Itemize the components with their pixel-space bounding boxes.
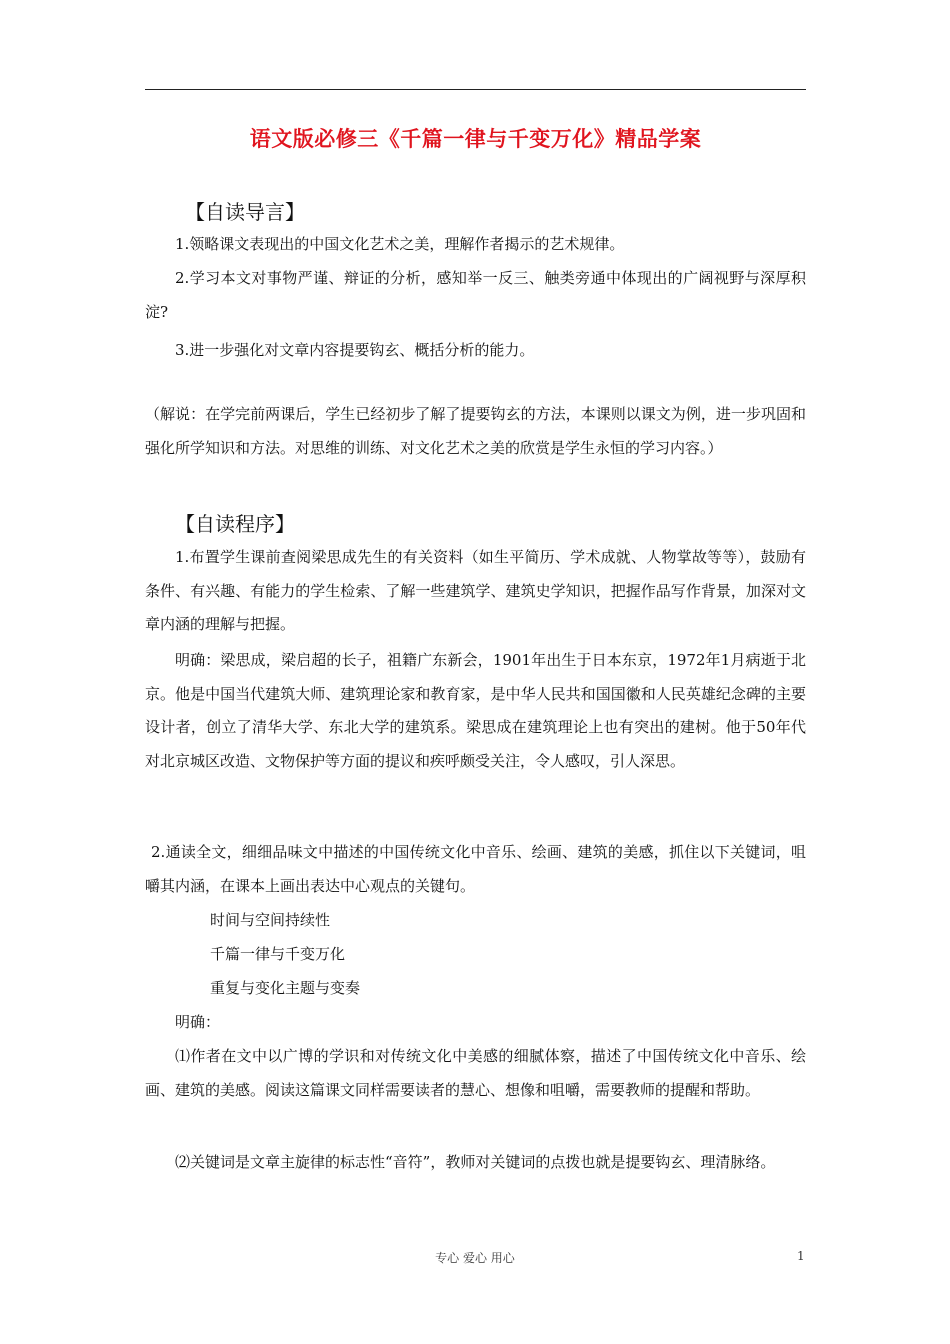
point-2: ⑵关键词是文章主旋律的标志性“音符”，教师对关键词的点拨也就是提要钩玄、理清脉络。 (175, 1153, 776, 1171)
point-1: ⑴作者在文中以广博的学识和对传统文化中美感的细腻体察，描述了中国传统文化中音乐、绘画、建筑的美感。阅读这篇课文同样需要读者的慧心、想像和咀嚼，需要教师的提醒和帮助。 (145, 1047, 806, 1099)
footer-motto: 专心 爱心 用心 (435, 1251, 515, 1265)
page-number: 1 (797, 1249, 805, 1263)
section-heading-guide: 【自读导言】 (185, 200, 305, 224)
keyword-3: 重复与变化主题与变奏 (210, 979, 361, 997)
keyword-2: 千篇一律与千变万化 (210, 945, 346, 963)
document-title: 语文版必修三《千篇一律与千变万化》精品学案 (249, 127, 702, 151)
procedure-step-1: 1.布置学生课前查阅梁思成先生的有关资料（如生平简历、学术成就、人物掌故等等），鼓励有条件、有兴趣、有能力的学生检索、了解一些建筑学、建筑史学知识，把握作品写作背景，加深对文章内涵的理解与把握。 (145, 548, 806, 633)
header-rule (145, 89, 806, 90)
procedure-step-2: 2.通读全文，细细品味文中描述的中国传统文化中音乐、绘画、建筑的美感，抓住以下关键词，咀嚼其内涵，在课本上画出表达中心观点的关键句。 (145, 843, 806, 895)
clarify-label-2: 明确： (175, 1013, 221, 1031)
section-heading-procedure: 【自读程序】 (175, 512, 295, 536)
clarify-paragraph-1: 明确：梁思成，梁启超的长子，祖籍广东新会，1901年出生于日本东京，1972年1月病逝于北京。他是中国当代建筑大师、建筑理论家和教育家，是中华人民共和国国徽和人民英雄纪念碑的主要设计者，创立了清华大学、东北大学的建筑系。梁思成在建筑理论上也有突出的建树。他于50年代对北京城区改造、文物保护等方面的提议和疾呼颇受关注，令人感叹，引人深思。 (145, 651, 806, 770)
guide-item-3: 3.进一步强化对文章内容提要钩玄、概括分析的能力。 (175, 341, 535, 359)
keyword-1: 时间与空间持续性 (210, 911, 331, 929)
guide-item-2: 2.学习本文对事物严谨、辩证的分析，感知举一反三、触类旁通中体现出的广阔视野与深厚积淀? (145, 269, 806, 321)
guide-item-1: 1.领略课文表现出的中国文化艺术之美，理解作者揭示的艺术规律。 (175, 235, 625, 253)
guide-note: （解说：在学完前两课后，学生已经初步了解了提要钩玄的方法，本课则以课文为例，进一步巩固和强化所学知识和方法。对思维的训练、对文化艺术之美的欣赏是学生永恒的学习内容。） (145, 405, 806, 457)
